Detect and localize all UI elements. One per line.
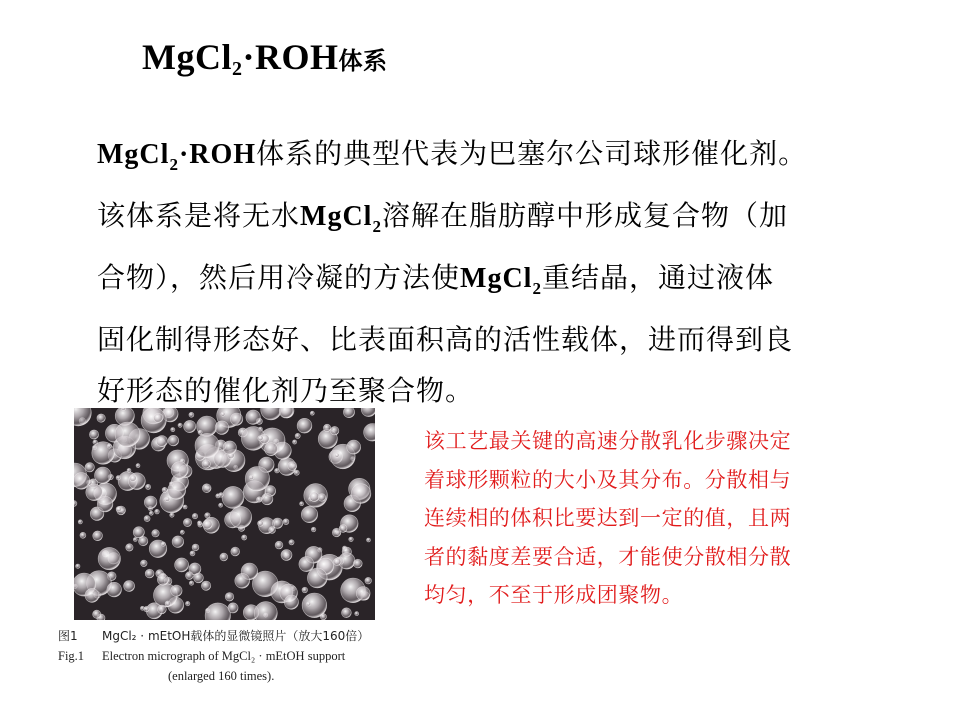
particle-sphere <box>361 408 375 417</box>
particle-sphere <box>254 602 277 620</box>
particle-sphere <box>293 440 297 444</box>
text-segment: 溶解在脂肪醇中形成复合物（加 <box>381 199 788 232</box>
formula-suffix: ·ROH <box>178 139 257 170</box>
particle-sphere <box>275 541 283 549</box>
particle-sphere <box>184 420 196 432</box>
particle-sphere <box>353 559 362 568</box>
particle-sphere <box>310 492 320 502</box>
particle-sphere <box>295 433 300 438</box>
particle-sphere <box>144 516 150 522</box>
particle-sphere <box>318 494 326 502</box>
particle-sphere <box>78 520 82 524</box>
particle-sphere <box>299 557 314 572</box>
particle-sphere <box>186 601 190 605</box>
particle-sphere <box>85 588 99 602</box>
caption-en-row <box>58 646 398 666</box>
note-line-3: 连续相的体积比要达到一定的值，且两 <box>424 506 792 530</box>
particle-sphere <box>202 484 211 493</box>
paragraph-line-4: 固化制得形态好、比表面积高的活性载体，进而得到良 <box>97 323 794 356</box>
particle-sphere <box>175 558 189 572</box>
particle-sphere <box>281 550 292 561</box>
particle-sphere <box>180 530 184 534</box>
caption-cn-text: MgCl₂ · mEtOH载体的显微镜照片（放大160倍） <box>102 629 370 643</box>
particle-sphere <box>170 513 174 517</box>
particle-sphere <box>171 462 188 479</box>
particle-sphere <box>155 509 160 514</box>
particle-sphere <box>171 428 175 432</box>
particle-sphere <box>230 506 252 528</box>
particle-sphere <box>201 581 210 590</box>
particle-sphere <box>339 525 347 533</box>
particle-sphere <box>141 560 148 567</box>
particle-sphere <box>186 572 194 580</box>
particle-sphere <box>136 464 140 468</box>
particle-sphere <box>74 408 91 426</box>
paragraph-line-3 <box>97 252 877 314</box>
particle-sphere <box>349 537 354 542</box>
particle-sphere <box>261 408 282 420</box>
particle-sphere <box>235 573 250 588</box>
particle-sphere <box>93 531 103 541</box>
particle-sphere <box>149 511 153 515</box>
text-segment: 该体系是将无水 <box>97 199 301 232</box>
particle-sphere <box>258 436 263 441</box>
particle-sphere <box>367 538 371 542</box>
particle-sphere <box>192 544 199 551</box>
note-line-5: 均匀，不至于形成团聚物。 <box>424 583 684 607</box>
slide-title <box>142 36 388 81</box>
particle-sphere <box>364 424 375 442</box>
title-formula-suffix: ·ROH <box>242 37 339 77</box>
particle-sphere <box>124 581 135 592</box>
text-segment: 合物），然后用冷凝的方法使 <box>97 261 461 294</box>
particle-sphere <box>89 430 98 439</box>
particle-sphere <box>355 612 359 616</box>
particle-sphere <box>347 440 361 454</box>
particle-sphere <box>310 411 314 415</box>
particle-sphere <box>301 506 317 522</box>
paragraph-line-1 <box>97 128 877 190</box>
particle-sphere <box>156 436 167 447</box>
particle-sphere <box>116 476 120 480</box>
particle-sphere <box>198 521 202 525</box>
particle-sphere <box>189 412 194 417</box>
particle-sphere <box>245 467 269 491</box>
particle-sphere <box>307 568 327 588</box>
particle-sphere <box>258 521 264 527</box>
text-segment: 重结晶，通过液体 <box>541 261 774 294</box>
caption-en-label: Fig.1 <box>58 649 85 663</box>
particle-sphere <box>302 587 308 593</box>
particle-sphere <box>351 484 371 504</box>
particle-sphere <box>74 473 90 490</box>
caption-cn-label: 图1 <box>58 629 78 643</box>
particle-sphere <box>284 595 298 609</box>
particle-sphere <box>198 430 202 434</box>
particle-sphere <box>127 468 131 472</box>
particle-sphere <box>183 505 187 509</box>
title-formula: MgCl <box>142 37 232 77</box>
particle-sphere <box>223 441 236 454</box>
particle-sphere <box>154 413 163 422</box>
particle-sphere <box>262 493 273 504</box>
particle-sphere <box>115 422 140 447</box>
particle-sphere <box>133 527 144 538</box>
particle-sphere <box>192 513 197 518</box>
particle-sphere <box>97 414 105 422</box>
particle-sphere <box>242 535 247 540</box>
particle-sphere <box>146 484 151 489</box>
particle-sphere <box>330 426 339 435</box>
title-cjk: 体系 <box>338 47 388 75</box>
particle-sphere <box>297 418 312 433</box>
particle-sphere <box>334 558 341 565</box>
particle-sphere <box>275 468 280 473</box>
particle-sphere <box>165 601 170 606</box>
particle-sphere <box>231 547 240 556</box>
particle-sphere <box>145 569 154 578</box>
particle-sphere <box>171 585 182 596</box>
particle-sphere <box>165 497 169 501</box>
micrograph-spheres <box>74 408 375 620</box>
particle-sphere <box>74 501 77 507</box>
formula-subscript: 2 <box>532 279 542 298</box>
particle-sphere <box>194 573 204 583</box>
formula-subscript: 2 <box>372 217 382 236</box>
particle-sphere <box>107 444 111 448</box>
particle-sphere <box>178 423 182 427</box>
particle-sphere <box>157 574 168 585</box>
particle-sphere <box>133 538 137 542</box>
particle-sphere <box>335 453 339 457</box>
caption-cn-row <box>58 626 398 646</box>
particle-sphere <box>202 460 210 468</box>
particle-sphere <box>342 608 352 618</box>
particle-sphere <box>225 593 234 602</box>
particle-sphere <box>140 606 144 610</box>
particle-sphere <box>168 481 186 499</box>
particle-sphere <box>130 475 137 482</box>
particle-sphere <box>162 487 167 492</box>
particle-sphere <box>190 551 195 556</box>
title-subscript: 2 <box>231 58 243 80</box>
main-paragraph <box>97 128 877 416</box>
particle-sphere <box>320 614 326 620</box>
particle-sphere <box>86 484 103 501</box>
particle-sphere <box>257 497 262 502</box>
particle-sphere <box>215 421 229 435</box>
particle-sphere <box>272 518 282 528</box>
particle-sphere <box>221 412 225 416</box>
particle-sphere <box>205 603 230 620</box>
particle-sphere <box>95 467 112 484</box>
caption-en-row-2: (enlarged 160 times). <box>168 669 275 683</box>
particle-sphere <box>189 581 193 585</box>
note-line-4: 者的黏度差要合适，才能使分散相分散 <box>424 544 792 569</box>
particle-sphere <box>249 475 253 479</box>
particle-sphere <box>203 520 212 529</box>
particle-sphere <box>323 424 330 431</box>
particle-sphere <box>98 547 120 569</box>
particle-sphere <box>116 506 121 511</box>
particle-sphere <box>168 435 179 446</box>
particle-sphere <box>152 530 159 537</box>
particle-sphere <box>107 582 122 597</box>
caption-en-text: Electron micrograph of MgCl₂ · mEtOH support <box>102 649 346 663</box>
particle-sphere <box>158 605 167 614</box>
particle-sphere <box>343 408 354 418</box>
particle-sphere <box>161 542 165 546</box>
particle-sphere <box>219 503 223 507</box>
particle-sphere <box>246 410 260 424</box>
particle-sphere <box>80 532 86 538</box>
particle-sphere <box>141 408 166 433</box>
particle-sphere <box>195 433 219 457</box>
note-line-1: 该工艺最关键的高速分散乳化步骤决定 <box>424 429 792 453</box>
formula: MgCl <box>460 263 533 294</box>
particle-sphere <box>222 486 244 508</box>
particle-sphere <box>283 519 289 525</box>
particle-sphere <box>126 544 133 551</box>
particle-sphere <box>265 443 278 456</box>
particle-sphere <box>306 602 310 606</box>
particle-sphere <box>76 564 80 568</box>
particle-sphere <box>289 540 294 545</box>
particle-sphere <box>311 527 316 532</box>
particle-sphere <box>121 408 125 410</box>
particle-sphere <box>93 610 101 618</box>
particle-sphere <box>85 463 94 472</box>
paragraph-line-5: 好形态的催化剂乃至聚合物。 <box>97 374 475 407</box>
particle-sphere <box>144 496 157 509</box>
particle-sphere <box>172 536 184 548</box>
micrograph-image <box>74 408 375 620</box>
particle-sphere <box>183 518 191 526</box>
formula: MgCl <box>97 139 170 170</box>
note-line-2: 着球形颗粒的大小及其分布。分散相与 <box>424 467 792 492</box>
particle-sphere <box>365 577 372 584</box>
particle-sphere <box>230 413 242 425</box>
particle-sphere <box>220 553 228 561</box>
particle-sphere <box>288 462 297 471</box>
text-segment: 体系的典型代表为巴塞尔公司球形催化剂。 <box>256 137 808 170</box>
particle-sphere <box>300 502 304 506</box>
particle-sphere <box>219 493 224 498</box>
paragraph-line-2 <box>97 190 877 252</box>
formula-subscript: 2 <box>169 155 179 174</box>
figure-caption <box>58 626 398 686</box>
process-note <box>424 422 894 615</box>
particle-sphere <box>356 587 370 601</box>
formula: MgCl <box>300 201 373 232</box>
